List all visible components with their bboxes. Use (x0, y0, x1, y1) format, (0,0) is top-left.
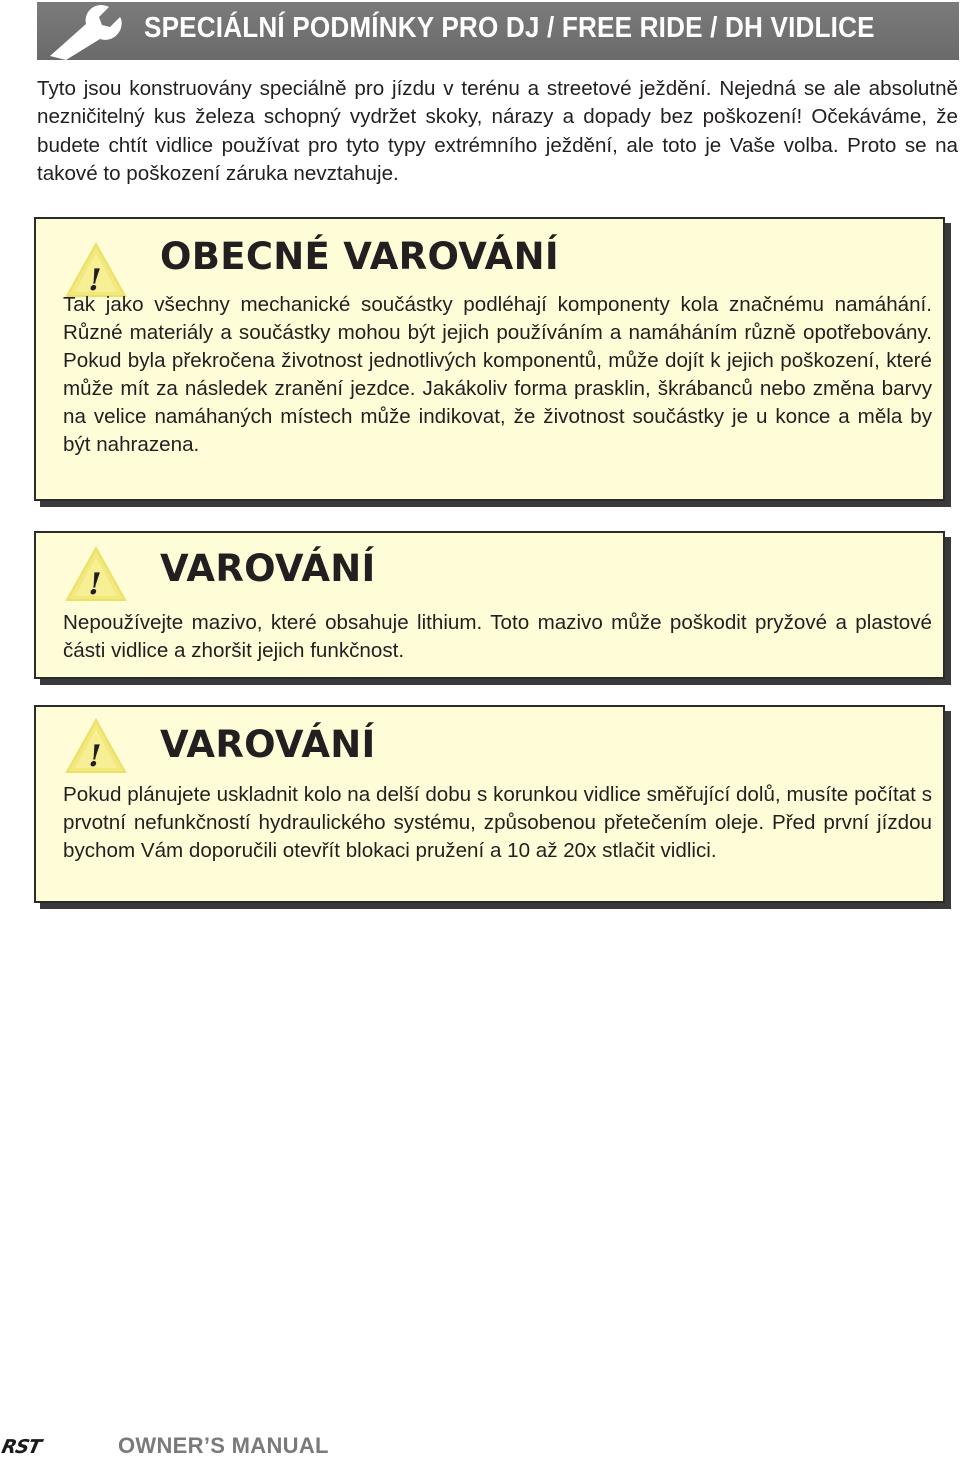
general-warning-box (34, 217, 945, 501)
warning-title: VAROVÁNÍ (160, 723, 376, 766)
svg-text:!: ! (88, 263, 102, 298)
page-title: SPECIÁLNÍ PODMÍNKY PRO DJ / FREE RIDE / DH VIDLICE (144, 12, 875, 44)
warning-text: Tak jako všechny mechanické součástky podléhají komponenty kola značnému namáhání. Různé materiály a součástky mohou být jejich používáním a namáháním různě opotřebovány. Pokud byla překročena životnost jednotlivých komponentů, může dojít k jejich poškození, které může mít za následek zranění jezdce. Jakákoliv forma prasklin, škrábanců nebo změna barvy na velice namáhaných místech může indikovat, že životnost součástky je u konce a měla by být nahrazena. (63, 293, 932, 456)
lithium-warning-box (34, 531, 945, 679)
warning-triangle-icon (64, 717, 128, 775)
rst-logo: RST (0, 1436, 43, 1458)
warning-text: Pokud plánujete uskladnit kolo na delší dobu s korunkou vidlice směřující dolů, musíte počítat s prvotní nefunkčností hydraulického systému, způsobenou přetečením oleje. Před první jízdou bychom Vám doporučili otevřít blokaci pružení a 10 až 20x stlačit vidlici. (63, 783, 932, 862)
warning-triangle-icon (64, 545, 128, 603)
footer-manual-label: OWNER’S MANUAL (118, 1433, 329, 1458)
svg-text:!: ! (88, 567, 102, 602)
svg-text:!: ! (88, 739, 102, 774)
warning-text: Nepoužívejte mazivo, které obsahuje lithium. Toto mazivo může poškodit pryžové a plastové části vidlice a zhoršit jejich funkčnost. (63, 611, 932, 662)
warning-title: OBECNÉ VAROVÁNÍ (160, 235, 559, 278)
wrench-icon (40, 2, 130, 60)
intro-paragraph: Tyto jsou konstruovány speciálně pro jízdu v terénu a streetové ježdění. Nejedná se ale absolutně nezničitelný kus železa schopný vydržet skoky, nárazy a dopady bez poškození! Očekáváme, že budete chtít vidlice používat pro tyto typy extrémního ježdění, ale toto je Vaše volba. Proto se na takové to poškození záruka nevztahuje. (37, 77, 958, 186)
storage-warning-box (34, 705, 945, 903)
warning-title: VAROVÁNÍ (160, 547, 376, 590)
